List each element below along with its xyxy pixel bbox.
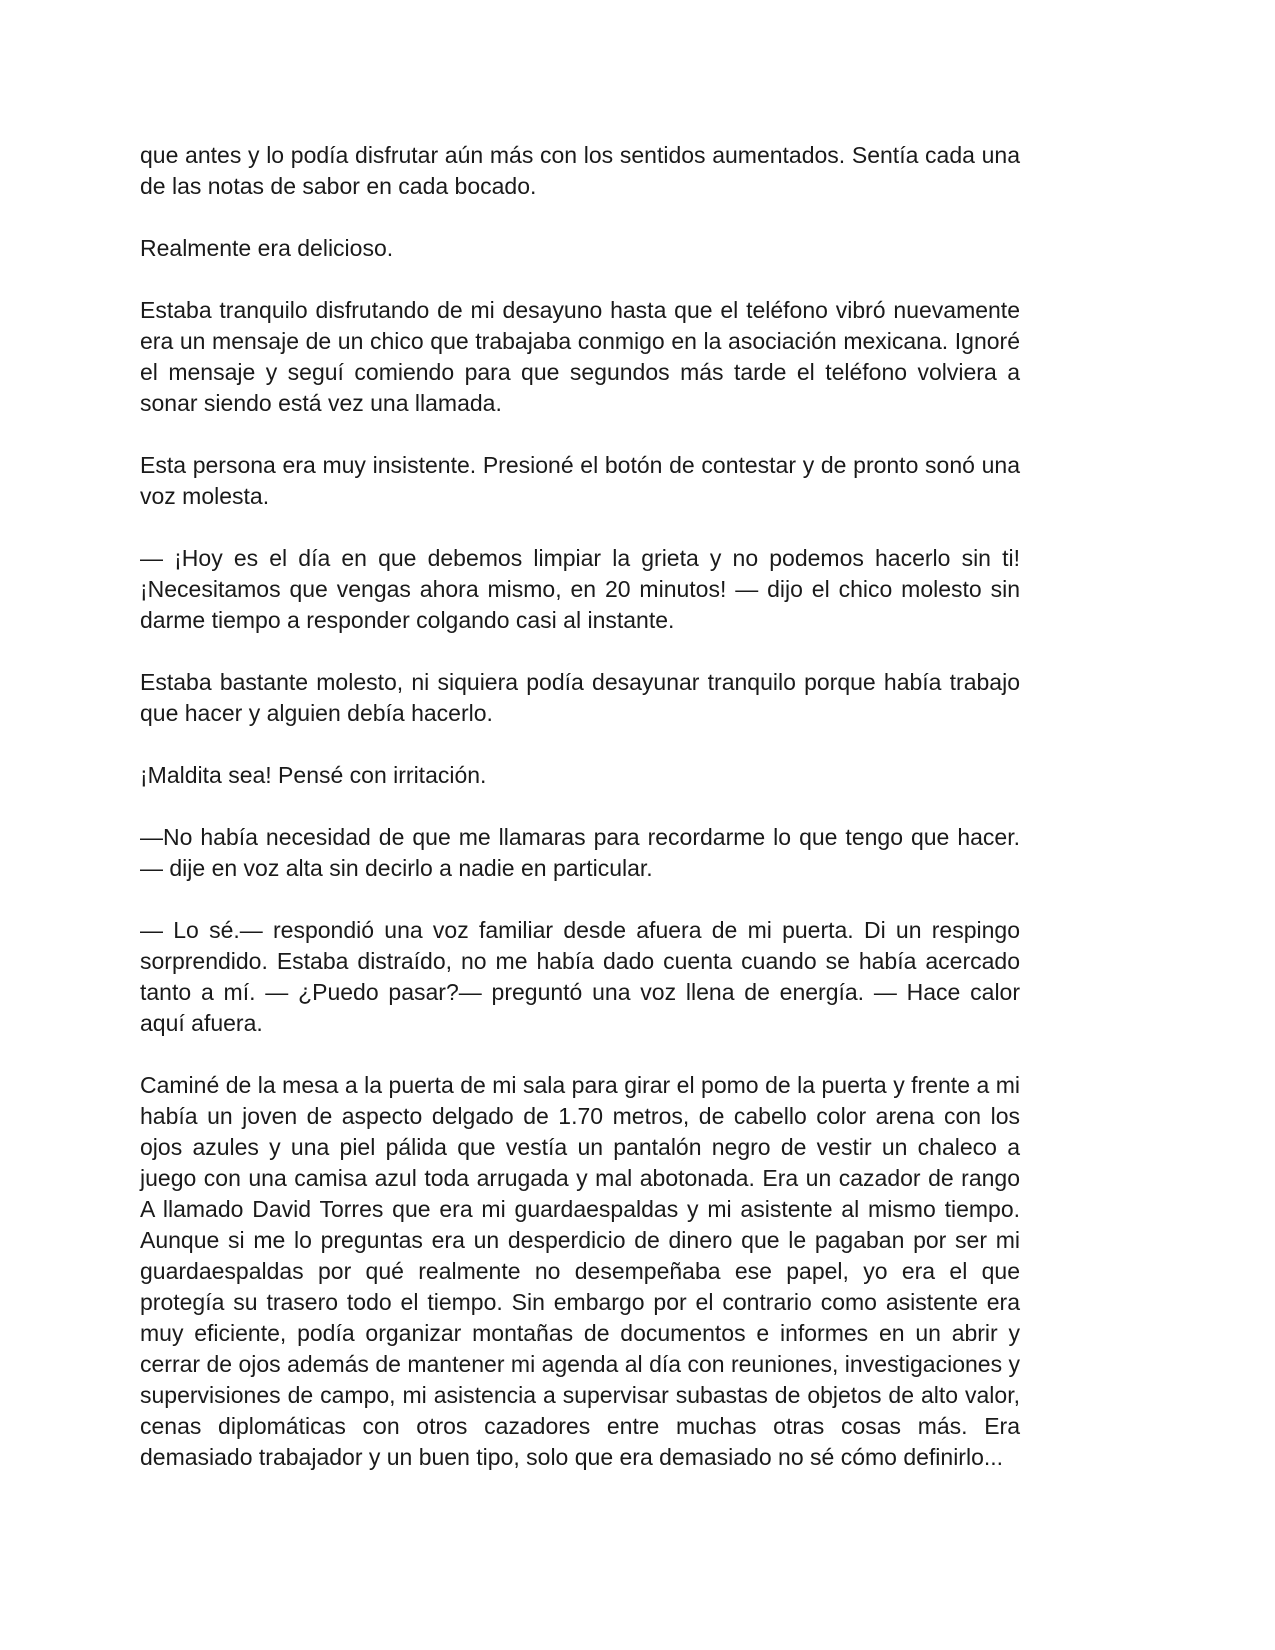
paragraph-8: —No había necesidad de que me llamaras para recordarme lo que tengo que hacer.— dije en voz alta sin decirlo a nadie en particular. (140, 824, 1020, 881)
paragraph-6: Estaba bastante molesto, ni siquiera podía desayunar tranquilo porque había trabajo que hacer y alguien debía hacerlo. (140, 669, 1020, 726)
paragraph-9: — Lo sé.— respondió una voz familiar desde afuera de mi puerta. Di un respingo sorprendido. Estaba distraído, no me había dado cuenta cuando se había acercado tanto a mí. — ¿Puedo pasar?— preguntó una voz llena de energía. — Hace calor aquí afuera. (140, 917, 1020, 1036)
paragraph-4: Esta persona era muy insistente. Presioné el botón de contestar y de pronto sonó una voz molesta. (140, 452, 1020, 509)
paragraph-7: ¡Maldita sea! Pensé con irritación. (140, 762, 487, 788)
paragraph-2: Realmente era delicioso. (140, 235, 394, 261)
paragraph-5: — ¡Hoy es el día en que debemos limpiar la grieta y no podemos hacerlo sin ti! ¡Necesitamos que vengas ahora mismo, en 20 minutos! — dijo el chico molesto sin darme tiempo a responder colgando casi al instante. (140, 545, 1020, 633)
paragraph-1: que antes y lo podía disfrutar aún más con los sentidos aumentados. Sentía cada una de las notas de sabor en cada bocado. (140, 142, 1020, 199)
paragraph-10: Caminé de la mesa a la puerta de mi sala para girar el pomo de la puerta y frente a mi había un joven de aspecto delgado de 1.70 metros, de cabello color arena con los ojos azules y una piel pálida que vestía un pantalón negro de vestir un chaleco a juego con una camisa azul toda arrugada y mal abotonada. Era un cazador de rango A llamado David Torres que era mi guardaespaldas y mi asistente al mismo tiempo. Aunque si me lo preguntas era un desperdicio de dinero que le pagaban por ser mi guardaespaldas por qué realmente no desempeñaba ese papel, yo era el que protegía su trasero todo el tiempo. Sin embargo por el contrario como asistente era muy eficiente, podía organizar montañas de documentos e informes en un abrir y cerrar de ojos además de mantener mi agenda al día con reuniones, investigaciones y supervisiones de campo, mi asistencia a supervisar subastas de objetos de alto valor, cenas diplomáticas con otros cazadores entre muchas otras cosas más. Era demasiado trabajador y un buen tipo, solo que era demasiado no sé cómo definirlo... (140, 1072, 1020, 1470)
document-page (140, 140, 1020, 1504)
paragraph-3: Estaba tranquilo disfrutando de mi desayuno hasta que el teléfono vibró nuevamente era un mensaje de un chico que trabajaba conmigo en la asociación mexicana. Ignoré el mensaje y seguí comiendo para que segundos más tarde el teléfono volviera a sonar siendo está vez una llamada. (140, 297, 1020, 416)
